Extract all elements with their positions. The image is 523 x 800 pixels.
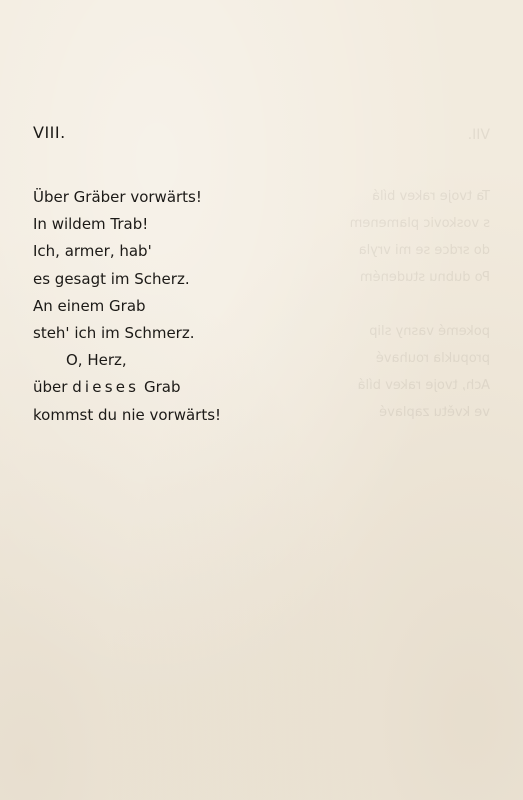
poem-line: Über Gräber vorwärts! xyxy=(33,188,202,206)
poem-line-prefix: über xyxy=(33,378,73,397)
poem-body xyxy=(33,184,221,429)
bleed-line: pokemé vasny slip xyxy=(369,324,490,339)
poem-line-indented: O, Herz, xyxy=(66,351,127,370)
poem-line: Ich, armer, hab' xyxy=(33,242,152,261)
bleed-line: Ach, tvoje rakev bílá xyxy=(357,378,490,393)
poem-line: An einem Grab xyxy=(33,296,146,315)
poem-line-suffix: Grab xyxy=(139,378,181,397)
poem-emphasis-spaced: dieses xyxy=(72,378,140,397)
bleed-line: do srdce se mi vryla xyxy=(358,243,490,258)
bleed-line: propukla rouhavé xyxy=(375,351,490,366)
bleed-line: Ta tvoje rakev bílá xyxy=(371,189,490,204)
poem-line: In wildem Trab! xyxy=(33,215,149,234)
bleed-through-text xyxy=(290,122,490,426)
bleed-line: ve květu zaplavé xyxy=(379,405,490,420)
bleed-line: Po dubnu studeném xyxy=(359,270,490,285)
poem-line: es gesagt im Scherz. xyxy=(33,269,190,288)
poem-line xyxy=(33,374,221,401)
poem-line: steh' ich im Schmerz. xyxy=(33,324,195,343)
bleed-numeral: VII. xyxy=(467,127,490,143)
section-numeral: VIII. xyxy=(33,123,66,142)
poem-line: kommst du nie vorwärts! xyxy=(33,405,222,424)
bleed-line: s voskovic plamenem xyxy=(349,216,490,231)
